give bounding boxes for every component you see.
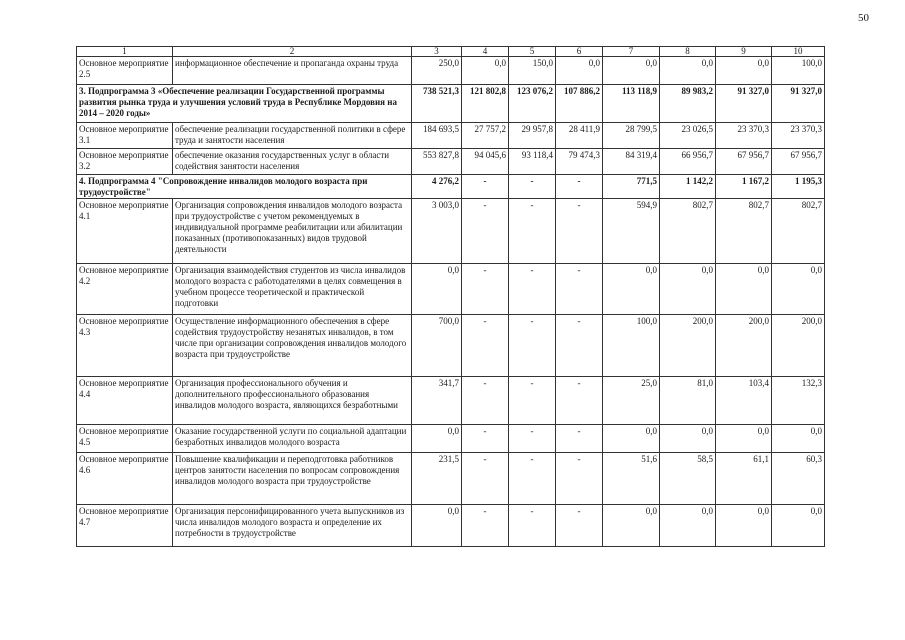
amount-cell: - [509,425,556,453]
amount-cell: - [462,505,509,547]
amount-cell: 0,0 [603,505,660,547]
amount-cell: 94 045,6 [462,149,509,175]
measure-description: Осуществление информационного обеспечения в сфере содействия трудоустройству незанятых инвалидов, в том числе при организации сопровождения инвалидов молодого возраста при трудоустройстве [173,315,412,377]
amount-cell: 0,0 [660,57,716,85]
amount-cell: 250,0 [412,57,462,85]
amount-cell: 121 802,8 [462,85,509,123]
measure-description: Организация профессионального обучения и дополнительного профессионального образования инвалидов молодого возраста, являющихся безработными [173,377,412,425]
measure-description: обеспечение оказания государственных услуг в области содействия занятости населения [173,149,412,175]
amount-cell: - [556,175,603,199]
measure-row [77,505,825,547]
amount-cell: 113 118,9 [603,85,660,123]
amount-cell: 107 886,2 [556,85,603,123]
amount-cell: 0,0 [772,505,825,547]
amount-cell: 1 195,3 [772,175,825,199]
amount-cell: 0,0 [716,264,772,315]
amount-cell: 738 521,3 [412,85,462,123]
amount-cell: 23 370,3 [772,123,825,149]
column-number-row [77,47,825,57]
amount-cell: 0,0 [660,505,716,547]
measure-description: обеспечение реализации государственной политики в сфере труда и занятости населения [173,123,412,149]
amount-cell: 700,0 [412,315,462,377]
measure-label: Основное мероприятие 4.3 [77,315,173,377]
measure-label: Основное мероприятие 2.5 [77,57,173,85]
amount-cell: 27 757,2 [462,123,509,149]
measure-row [77,199,825,264]
amount-cell: 4 276,2 [412,175,462,199]
amount-cell: - [462,264,509,315]
amount-cell: 0,0 [772,425,825,453]
amount-cell: - [556,377,603,425]
amount-cell: 802,7 [660,199,716,264]
amount-cell: - [556,505,603,547]
amount-cell: 1 142,2 [660,175,716,199]
column-number: 9 [716,47,772,57]
amount-cell: 0,0 [716,57,772,85]
subprogram-row [77,85,825,123]
amount-cell: 66 956,7 [660,149,716,175]
amount-cell: - [462,425,509,453]
column-number: 10 [772,47,825,57]
subprogram-title: 3. Подпрограмма 3 «Обеспечение реализации Государственной программы развития рынка труда и улучшения условий труда в Республике Мордовия на 2014 – 2020 годы» [77,85,412,123]
amount-cell: 0,0 [772,264,825,315]
column-number: 5 [509,47,556,57]
amount-cell: - [556,315,603,377]
amount-cell: 89 983,2 [660,85,716,123]
amount-cell: - [462,315,509,377]
amount-cell: 553 827,8 [412,149,462,175]
amount-cell: 1 167,2 [716,175,772,199]
amount-cell: 123 076,2 [509,85,556,123]
amount-cell: 802,7 [716,199,772,264]
measure-label: Основное мероприятие 4.6 [77,453,173,505]
amount-cell: 184 693,5 [412,123,462,149]
amount-cell: 3 003,0 [412,199,462,264]
column-number: 2 [173,47,412,57]
amount-cell: 0,0 [660,264,716,315]
column-number: 1 [77,47,173,57]
measure-description: информационное обеспечение и пропаганда охраны труда [173,57,412,85]
measure-description: Оказание государственной услуги по социальной адаптации безработных инвалидов молодого возраста [173,425,412,453]
amount-cell: 103,4 [716,377,772,425]
amount-cell: 0,0 [412,425,462,453]
amount-cell: - [556,199,603,264]
measure-row [77,425,825,453]
amount-cell: 0,0 [412,505,462,547]
amount-cell: 28 411,9 [556,123,603,149]
amount-cell: 0,0 [556,57,603,85]
amount-cell: 23 026,5 [660,123,716,149]
measure-row [77,315,825,377]
column-number: 3 [412,47,462,57]
measure-row [77,57,825,85]
amount-cell: 0,0 [716,505,772,547]
measure-description: Повышение квалификации и переподготовка работников центров занятости населения по вопросам сопровождения инвалидов молодого возраста при трудоустройстве [173,453,412,505]
amount-cell: 79 474,3 [556,149,603,175]
amount-cell: 81,0 [660,377,716,425]
amount-cell: - [556,453,603,505]
amount-cell: 150,0 [509,57,556,85]
page-number: 50 [858,12,869,24]
amount-cell: - [556,264,603,315]
amount-cell: 25,0 [603,377,660,425]
measure-label: Основное мероприятие 3.1 [77,123,173,149]
amount-cell: 0,0 [603,57,660,85]
amount-cell: 0,0 [412,264,462,315]
column-number: 8 [660,47,716,57]
measure-row [77,264,825,315]
measure-row [77,453,825,505]
amount-cell: 0,0 [660,425,716,453]
measure-row [77,123,825,149]
column-number: 4 [462,47,509,57]
measure-description: Организация взаимодействия студентов из числа инвалидов молодого возраста с работодателями в целях совмещения в учебном процессе теоретической и практической подготовки [173,264,412,315]
amount-cell: 28 799,5 [603,123,660,149]
measure-label: Основное мероприятие 3.2 [77,149,173,175]
amount-cell: - [509,377,556,425]
budget-table [76,46,825,547]
amount-cell: 58,5 [660,453,716,505]
amount-cell: - [462,377,509,425]
amount-cell: 93 118,4 [509,149,556,175]
amount-cell: 200,0 [660,315,716,377]
amount-cell: 231,5 [412,453,462,505]
subprogram-title: 4. Подпрограмма 4 "Сопровождение инвалидов молодого возраста при трудоустройстве" [77,175,412,199]
amount-cell: 67 956,7 [772,149,825,175]
amount-cell: - [509,453,556,505]
amount-cell: 200,0 [716,315,772,377]
amount-cell: 341,7 [412,377,462,425]
amount-cell: - [556,425,603,453]
amount-cell: 61,1 [716,453,772,505]
amount-cell: 91 327,0 [716,85,772,123]
amount-cell: 51,6 [603,453,660,505]
column-number: 6 [556,47,603,57]
amount-cell: - [462,175,509,199]
amount-cell: 594,9 [603,199,660,264]
measure-label: Основное мероприятие 4.4 [77,377,173,425]
column-number: 7 [603,47,660,57]
measure-label: Основное мероприятие 4.5 [77,425,173,453]
amount-cell: 67 956,7 [716,149,772,175]
amount-cell: 0,0 [716,425,772,453]
amount-cell: - [509,175,556,199]
amount-cell: 0,0 [603,425,660,453]
amount-cell: - [462,453,509,505]
amount-cell: - [462,199,509,264]
amount-cell: 60,3 [772,453,825,505]
subprogram-row [77,175,825,199]
amount-cell: 100,0 [772,57,825,85]
amount-cell: 29 957,8 [509,123,556,149]
amount-cell: 132,3 [772,377,825,425]
measure-description: Организация сопровождения инвалидов молодого возраста при трудоустройстве с учетом рекомендуемых в индивидуальной программе реабилитации или абилитации показанных (противопоказанных) видов трудовой деятельности [173,199,412,264]
amount-cell: 771,5 [603,175,660,199]
measure-row [77,149,825,175]
amount-cell: - [509,199,556,264]
amount-cell: - [509,264,556,315]
measure-label: Основное мероприятие 4.7 [77,505,173,547]
amount-cell: 23 370,3 [716,123,772,149]
amount-cell: 0,0 [462,57,509,85]
measure-label: Основное мероприятие 4.2 [77,264,173,315]
amount-cell: - [509,315,556,377]
measure-description: Организация персонифицированного учета выпускников из числа инвалидов молодого возраста и определение их потребности в трудоустройстве [173,505,412,547]
measure-label: Основное мероприятие 4.1 [77,199,173,264]
amount-cell: - [509,505,556,547]
amount-cell: 84 319,4 [603,149,660,175]
amount-cell: 91 327,0 [772,85,825,123]
measure-row [77,377,825,425]
amount-cell: 200,0 [772,315,825,377]
amount-cell: 100,0 [603,315,660,377]
amount-cell: 0,0 [603,264,660,315]
amount-cell: 802,7 [772,199,825,264]
